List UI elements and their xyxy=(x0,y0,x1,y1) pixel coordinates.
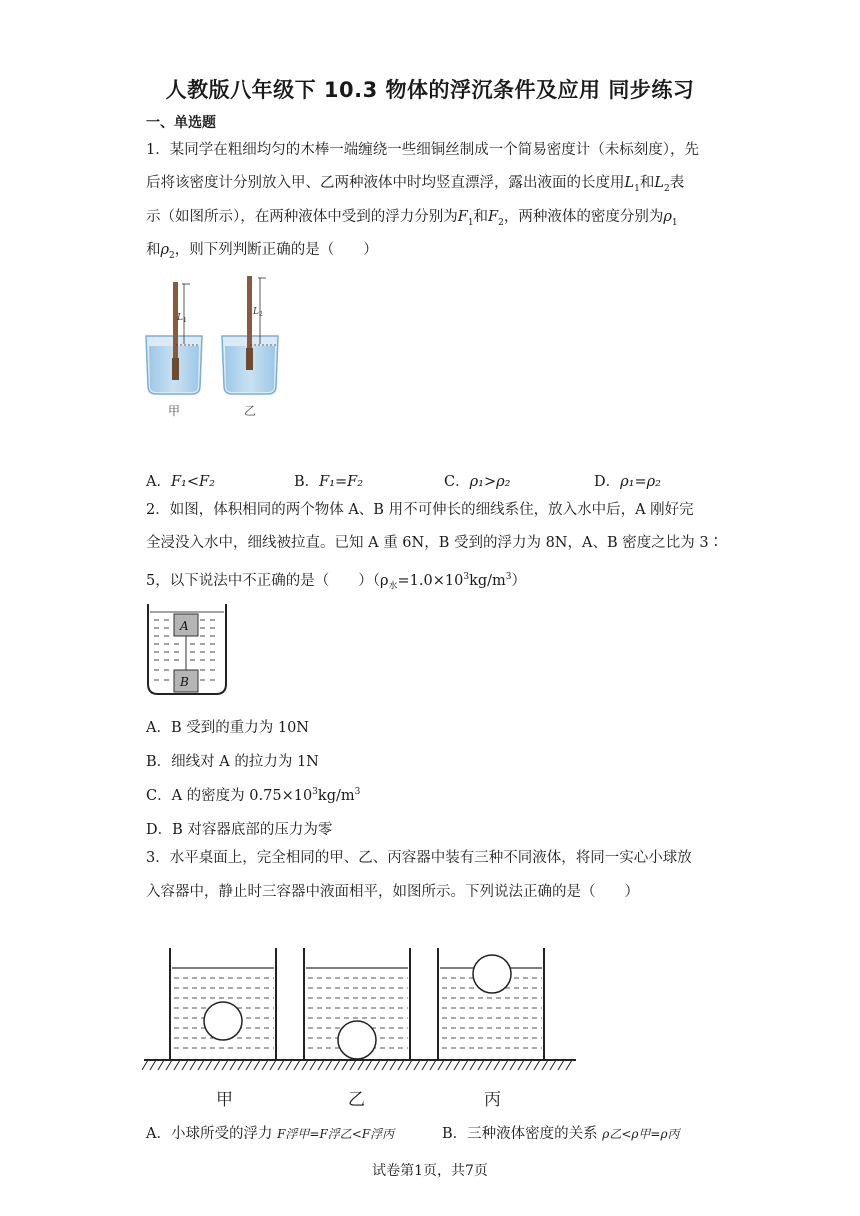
q2-line-3 xyxy=(146,561,526,603)
var-rho1-sub: 1 xyxy=(671,217,678,228)
fig-label-yi: 乙 xyxy=(244,404,257,418)
container-jia xyxy=(170,948,276,1060)
var-rho2-sub: 2 xyxy=(169,250,175,261)
q1-figure-density-meters xyxy=(140,272,280,422)
ball-jia xyxy=(204,1002,242,1040)
ball-yi xyxy=(338,1021,376,1059)
q2-sup2: 3 xyxy=(505,572,512,582)
q2-line-3c: kg/m xyxy=(469,572,506,589)
var-F1: F xyxy=(457,209,468,225)
q1-and: 和 xyxy=(639,175,655,191)
q1-line-2 xyxy=(146,167,684,205)
fig-label-jia: 甲 xyxy=(168,404,181,418)
q1-line-4b: ，则下列判断正确的是（ ） xyxy=(174,242,378,258)
q1-line-4a: 和 xyxy=(146,242,161,258)
beaker-left xyxy=(146,282,202,394)
q2-option-c[interactable] xyxy=(146,784,360,805)
q2-line-3a: 5，以下说法中不正确的是（ ）（ρ xyxy=(146,572,389,589)
q1-line-2-text: 后将该密度计分别放入甲、乙两种液体中时均竖直漂浮，露出液面的长度用 xyxy=(146,175,625,191)
q1-line-3a: 示（如图所示），在两种液体中受到的浮力分别为 xyxy=(146,209,458,225)
q2-option-a[interactable]: A．B 受到的重力为 10N xyxy=(146,720,309,736)
section-heading: 一、单选题 xyxy=(146,115,216,131)
q2-optc-sup: 3 xyxy=(312,787,318,798)
q1-line-3-and: 和 xyxy=(473,209,489,225)
fig-label-L1: L xyxy=(177,313,183,323)
q2-optc-sup2: 3 xyxy=(354,787,361,798)
q2-option-b[interactable]: B．细线对 A 的拉力为 1N xyxy=(146,754,319,770)
var-rho1: ρ xyxy=(663,209,672,225)
fig-label-L2: L xyxy=(253,307,259,317)
opt-math: ρ₁>ρ₂ xyxy=(469,474,511,490)
q1-option-a[interactable] xyxy=(146,470,215,491)
var-F2-sub: 2 xyxy=(498,217,504,228)
var-L1: L xyxy=(624,175,635,191)
q2-option-d[interactable]: D．B 对容器底部的压力为零 xyxy=(146,822,333,838)
var-rho2: ρ xyxy=(160,242,170,258)
q3-option-a[interactable] xyxy=(146,1122,394,1143)
q2-line-1: 2．如图，体积相同的两个物体 A、B 用不可伸长的细线系住，放入水中后，A 刚好完 xyxy=(146,502,694,518)
var-F1-sub: 1 xyxy=(467,217,474,228)
opt-letter: C． xyxy=(444,474,470,490)
q1-option-d[interactable] xyxy=(594,470,661,491)
opt-letter: A． xyxy=(146,474,171,490)
var-L1-sub: 1 xyxy=(634,183,640,194)
q1-line-4 xyxy=(146,234,378,272)
q2-line-3b: =1.0×10 xyxy=(397,572,464,589)
q1-line-3b: ，两种液体的密度分别为 xyxy=(503,209,664,225)
q2-optc-b: kg/m xyxy=(317,788,355,804)
opt-math: F₁<F₂ xyxy=(170,474,215,490)
q3-line-2: 入容器中，静止时三容器中液面相平，如图所示。下列说法正确的是（ ） xyxy=(146,884,639,900)
var-F2: F xyxy=(488,209,499,225)
box-b-label: B xyxy=(180,675,189,689)
ground-hatch xyxy=(142,1060,572,1070)
q1-line-2-end: 表 xyxy=(669,175,685,191)
q2-figure-container xyxy=(146,604,228,696)
beaker-right xyxy=(222,276,278,394)
container-yi xyxy=(304,948,410,1060)
q2-optc-a: C．A 的密度为 0.75×10 xyxy=(146,788,313,804)
q2-line-3d: ） xyxy=(511,572,526,589)
q3-opta-text: A．小球所受的浮力 xyxy=(146,1126,273,1142)
opt-math: F₁=F₂ xyxy=(319,474,364,490)
opt-letter: B． xyxy=(294,474,320,490)
q3-optb-text: B．三种液体密度的关系 xyxy=(442,1126,598,1142)
opt-letter: D． xyxy=(594,474,621,490)
svg-text:2: 2 xyxy=(259,311,263,318)
q2-line-2: 全浸没入水中，细线被拉直。已知 A 重 6N，B 受到的浮力为 8N，A、B 密度之比为 3∶ xyxy=(146,535,724,551)
svg-text:1: 1 xyxy=(183,317,187,324)
page-footer: 试卷第1页，共7页 xyxy=(372,1163,488,1179)
q2-sub-water: 水 xyxy=(388,581,398,592)
q3-line-1: 3．水平桌面上，完全相同的甲、乙、丙容器中装有三种不同液体，将同一实心小球放 xyxy=(146,850,692,866)
fig3-label-jia: 甲 xyxy=(216,1090,233,1110)
page-title: 人教版八年级下 10.3 物体的浮沉条件及应用 同步练习 xyxy=(165,78,695,102)
opt-math: ρ₁=ρ₂ xyxy=(620,474,661,490)
q1-option-c[interactable] xyxy=(444,470,510,491)
var-L2-sub: 2 xyxy=(664,183,670,194)
ball-bing xyxy=(473,955,511,993)
container-bing xyxy=(438,948,544,1060)
fig3-label-yi: 乙 xyxy=(348,1090,365,1110)
q3-figure-containers xyxy=(140,930,580,1110)
q1-line-1: 1．某同学在粗细均匀的木棒一端缠绕一些细铜丝制成一个简易密度计（未标刻度），先 xyxy=(146,142,699,158)
var-L2: L xyxy=(654,175,665,191)
q3-optb-math: ρ乙<ρ甲=ρ丙 xyxy=(602,1127,680,1141)
q3-option-b[interactable] xyxy=(442,1122,680,1143)
fig3-label-bing: 丙 xyxy=(484,1090,501,1110)
q3-opta-math: F浮甲=F浮乙<F浮丙 xyxy=(277,1127,395,1141)
q1-option-b[interactable] xyxy=(294,470,363,491)
box-a-label: A xyxy=(180,619,189,633)
q2-sup: 3 xyxy=(463,572,470,582)
